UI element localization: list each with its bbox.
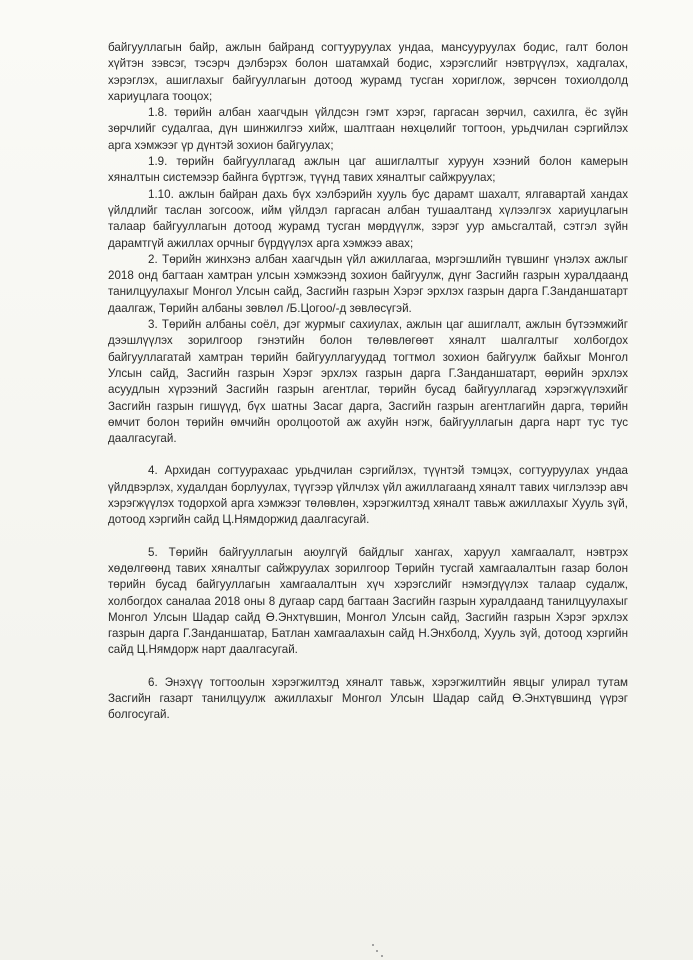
scan-dot [381, 955, 383, 957]
scan-artifacts [0, 940, 693, 960]
paragraph-4: 4. Архидан согтуурахаас урьдчилан сэргийлэх, түүнтэй тэмцэх, согтууруулах ундаа үйлдвэрлэх, худалдан борлуулах, түүгээр үйлчлэх үйл ажиллагаанд хяналт тавих чиглэлээр авч хэрэгжүүлэх тодорхой арга хэмжээг төлөвлөн, хэрэгжилтэд хяналт тавьж ажиллахыг Хууль зүй, дотоод хэргийн сайд Ц.Нямдоржид даалгасугай. [108, 464, 628, 527]
spacer [108, 447, 628, 463]
paragraph-1-9: 1.9. төрийн байгууллагад ажлын цаг ашиглалтыг хуруун хээний болон камерын хяналтын системээр байнга бүртгэж, түүнд тавих хяналтыг сайжруулах; [108, 155, 628, 185]
paragraph-3: 3. Төрийн албаны соёл, дэг журмыг сахиулах, ажлын цаг ашиглалт, ажлын бүтээмжийг дээшлүүлэх зорилгоор гэнэтийн болон төлөвлөгөөт хяналт шалгалтыг холбогдох байгууллагатай хамтран төрийн байгууллагуудад тогтмол зохион байгуулж байхыг Монгол Улсын сайд, Засгийн газрын Хэрэг эрхлэх газрын дарга Г.Занданшатарт, өөрийн эрхлэх асуудлын хүрээний Засгийн газрын агентлаг, төрийн бусад байгууллагад хэрэгжүүлэхийг Засгийн газрын гишүүд, бүх шатны Засаг дарга, Засгийн газрын агентлагийн дарга, төрийн өмчит болон төрийн өмчийн оролцоотой аж ахуйн нэгж, байгууллагын дарга нарт тус тус даалгасугай. [108, 318, 628, 446]
paragraph-2: 2. Төрийн жинхэнэ албан хаагчдын үйл ажиллагаа, мэргэшлийн түвшинг үнэлэх ажлыг 2018 онд багтаан хамтран улсын хэмжээнд зохион байгуулж, дүнг Засгийн газрын хуралдаанд танилцуулахыг Монгол Улсын сайд, Засгийн газрын Хэрэг эрхлэх газрын дарга Г.Занданшатарт даалгаж, Төрийн албаны зөвлөл /Б.Цогоо/-д зөвлөсүгэй. [108, 252, 628, 315]
scan-dot [376, 950, 378, 952]
paragraph-1-8: 1.8. төрийн албан хаагчдын үйлдсэн гэмт хэрэг, гаргасан зөрчил, сахилга, ёс зүйн зөрчлийг судалгаа, дүн шинжилгээ хийж, шалтгаан нөхцөлийг тогтоон, урьдчилан сэргийлэх арга хэмжээг үр дүнтэй зохион байгуулах; [108, 106, 628, 152]
document-body [108, 40, 628, 724]
spacer [108, 529, 628, 545]
paragraph-continuation: байгууллагын байр, ажлын байранд согтууруулах ундаа, мансууруулах бодис, галт болон хүйтэн зэвсэг, тэсэрч дэлбэрэх болон шатамхай бодис, хэрэгслийг нэвтрүүлэх, хадгалах, хэрэглэх, ашиглахыг байгууллагын дотоод журамд тусган хориглож, зөрчсөн тохиолдолд хариуцлага тооцох; [108, 41, 628, 103]
paragraph-6: 6. Энэхүү тогтоолын хэрэгжилтэд хяналт тавьж, хэрэгжилтийн явцыг улирал тутам Засгийн газарт танилцуулж ажиллахыг Монгол Улсын Шадар сайд Ө.Энхтүвшинд үүрэг болгосугай. [108, 675, 628, 722]
paragraph-1-10: 1.10. ажлын байран дахь бүх хэлбэрийн хууль бус дарамт шахалт, ялгавартай хандах үйлдлийг таслан зогсоож, ийм үйлдэл гаргасан албан тушаалтанд хүлээлгэх хариуцлагын талаар байгууллагын дотоод журамд тусган мөрдүүлж, зэрэг уур амьсгалтай, сэтгэл зүйн дарамтгүй ажиллах орчныг бүрдүүлэх арга хэмжээ авах; [108, 187, 628, 250]
spacer [108, 659, 628, 675]
paragraph-5: 5. Төрийн байгууллагын аюулгүй байдлыг хангах, харуул хамгаалалт, нэвтрэх хөдөлгөөнд тавих хяналтыг сайжруулах зорилгоор Төрийн тусгай хамгаалалтын газар болон төрийн бусад байгууллагын хамгаалалтын хүч хэрэгслийг нэмэгдүүлэх талаар судалж, холбогдох саналаа 2018 оны 8 дугаар сард багтаан Засгийн газрын хуралдаанд танилцуулахыг Монгол Улсын Шадар сайд Ө.Энхтүвшин, Монгол Улсын сайд, Засгийн газрын Хэрэг эрхлэх газрын дарга Г.Занданшатар, Батлан хамгаалахын сайд Н.Энхболд, Хууль зүй, дотоод хэргийн сайд Ц.Нямдорж нарт даалгасугай. [108, 545, 628, 657]
scan-dot [372, 944, 374, 946]
